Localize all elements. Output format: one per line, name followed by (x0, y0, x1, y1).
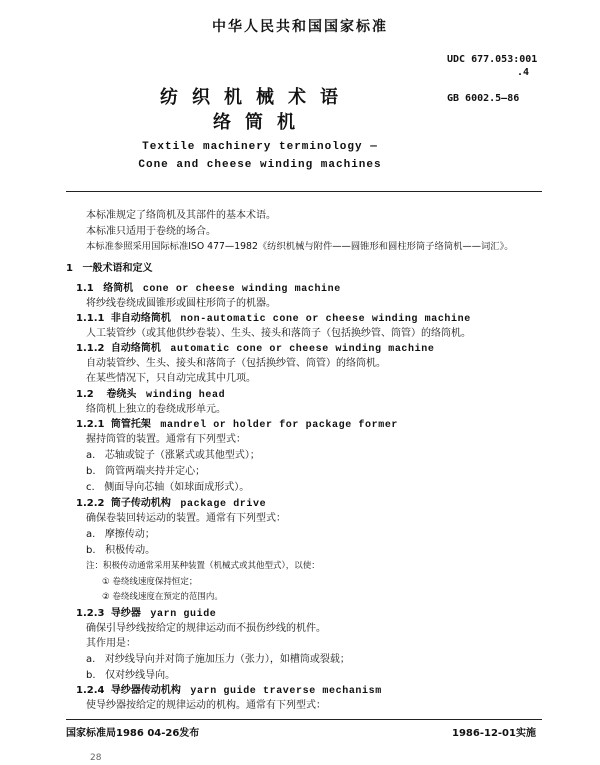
gb-number: GB 6002.5—86 (447, 93, 520, 104)
list-item (86, 465, 205, 478)
list-item (86, 528, 155, 541)
title-cn-line-2: 络筒机 (213, 112, 309, 133)
term-en: automatic cone or cheese winding machine (170, 344, 435, 355)
term-1-2-1-definition: 握持筒管的装置。通常有下列型式： (86, 434, 246, 445)
term-en: yarn guide (150, 609, 217, 620)
term-1-2-2-definition: 确保卷装回转运动的装置。通常有下列型式： (86, 513, 286, 524)
term-en: yarn guide traverse mechanism (190, 686, 382, 697)
term-1-1-1-definition: 人工装管纱（或其他供纱卷装）、生头、接头和落筒子（包括换纱管、筒管）的络筒机。 (86, 328, 471, 339)
title-cn-line-1: 纺织机械术语 (160, 87, 352, 108)
term-cn: 非自动络筒机 (110, 313, 171, 324)
list-item (86, 653, 350, 666)
list-text: 对纱线导向并对筒子施加压力（张力），如槽筒或裂载； (104, 654, 350, 665)
udc-code (447, 53, 537, 79)
term-1-1-2-heading (76, 342, 434, 356)
term-number: 1.1.2 (76, 343, 105, 354)
term-en: package drive (180, 499, 267, 510)
intro-line-1: 本标准规定了络筒机及其部件的基本术语。 (86, 210, 276, 221)
term-1-1-2-definition: 自动装管纱、生头、接头和落筒子（包括换纱管、筒管）的络筒机。 (86, 358, 386, 369)
section-number: 1 (66, 263, 73, 274)
term-number: 1.2.2 (76, 498, 105, 509)
list-item (86, 544, 155, 557)
term-number: 1.2.3 (76, 608, 105, 619)
udc-line-2: .4 (517, 67, 530, 78)
section-1-heading (66, 262, 153, 275)
term-number: 1.2 (76, 389, 94, 400)
term-number: 1.2.1 (76, 419, 105, 430)
term-number: 1.2.4 (76, 685, 105, 696)
section-title: 一般术语和定义 (82, 263, 153, 274)
effective-date: 1986-12-01实施 (452, 728, 536, 739)
term-1-2-3-uses: 其作用是： (86, 638, 136, 649)
term-1-2-heading (76, 388, 225, 402)
term-cn: 导纱器 (110, 608, 141, 619)
note-item: ① 卷绕线速度保持恒定； (102, 577, 198, 587)
list-text: 仅对纱线导向。 (105, 670, 176, 681)
list-marker: c. (86, 482, 95, 493)
term-cn: 卷绕头 (106, 389, 137, 400)
term-1-1-heading (76, 282, 341, 296)
term-cn: 筒管托架 (110, 419, 151, 430)
term-cn: 筒子传动机构 (110, 498, 171, 509)
intro-line-2: 本标准只适用于卷绕的场合。 (86, 226, 216, 237)
term-1-2-2-heading (76, 497, 266, 511)
term-en: non-automatic cone or cheese winding machine (180, 314, 471, 325)
term-1-2-3-heading (76, 607, 216, 621)
list-text: 积极传动。 (105, 545, 156, 556)
term-cn: 络筒机 (103, 283, 134, 294)
udc-line-1: UDC 677.053:001 (447, 54, 538, 65)
list-marker: a. (86, 529, 96, 540)
note-item: ② 卷绕线速度在预定的范围内。 (102, 592, 223, 602)
term-1-2-3-definition: 确保引导纱线按给定的规律运动而不损伤纱线的机件。 (86, 623, 326, 634)
title-en-line-2: Cone and cheese winding machines (138, 159, 382, 171)
term-1-1-2-note: 在某些情况下，只自动完成其中几项。 (86, 373, 256, 384)
page-number: 28 (90, 753, 102, 763)
title-en-line-1: Textile machinery terminology — (142, 141, 378, 153)
term-number: 1.1.1 (76, 313, 105, 324)
issuing-authority: 中华人民共和国国家标准 (212, 19, 388, 35)
term-1-1-1-heading (76, 312, 471, 326)
term-1-2-2-note: 注：积极传动通常采用某种装置（机械式或其他型式），以使： (86, 561, 320, 571)
list-text: 侧面导向芯轴（如球面成形式）。 (104, 482, 250, 493)
term-1-2-1-heading (76, 418, 398, 432)
term-cn: 自动络筒机 (110, 343, 161, 354)
term-number: 1.1 (76, 283, 94, 294)
issue-date: 国家标准局1986 04-26发布 (66, 728, 200, 739)
term-1-2-4-heading (76, 684, 382, 698)
footer-divider (66, 719, 542, 720)
term-1-1-definition: 将纱线卷绕成圆锥形或圆柱形筒子的机器。 (86, 298, 276, 309)
header-divider (66, 191, 542, 192)
list-item (86, 449, 260, 462)
term-1-2-definition: 络筒机上独立的卷绕成形单元。 (86, 404, 226, 415)
term-1-2-4-definition: 使导纱器按给定的规律运动的机构。通常有下列型式： (86, 700, 326, 711)
term-en: cone or cheese winding machine (142, 284, 341, 295)
list-text: 摩擦传动； (104, 529, 155, 540)
list-marker: a. (86, 654, 96, 665)
list-item (86, 481, 249, 494)
list-marker: b. (86, 545, 96, 556)
list-marker: b. (86, 466, 96, 477)
intro-line-3: 本标准参照采用国际标准ISO 477—1982《纺织机械与附件——圆锥形和圆柱形筒子络筒机——词汇》。 (86, 241, 514, 252)
list-text: 筒管两端夹持并定心； (105, 466, 206, 477)
term-cn: 导纱器传动机构 (110, 685, 181, 696)
term-en: winding head (145, 390, 226, 401)
list-text: 芯轴或锭子（涨紧式或其他型式）； (104, 450, 260, 461)
list-marker: b. (86, 670, 96, 681)
term-en: mandrel or holder for package former (160, 420, 399, 431)
list-marker: a. (86, 450, 96, 461)
list-item (86, 669, 175, 682)
